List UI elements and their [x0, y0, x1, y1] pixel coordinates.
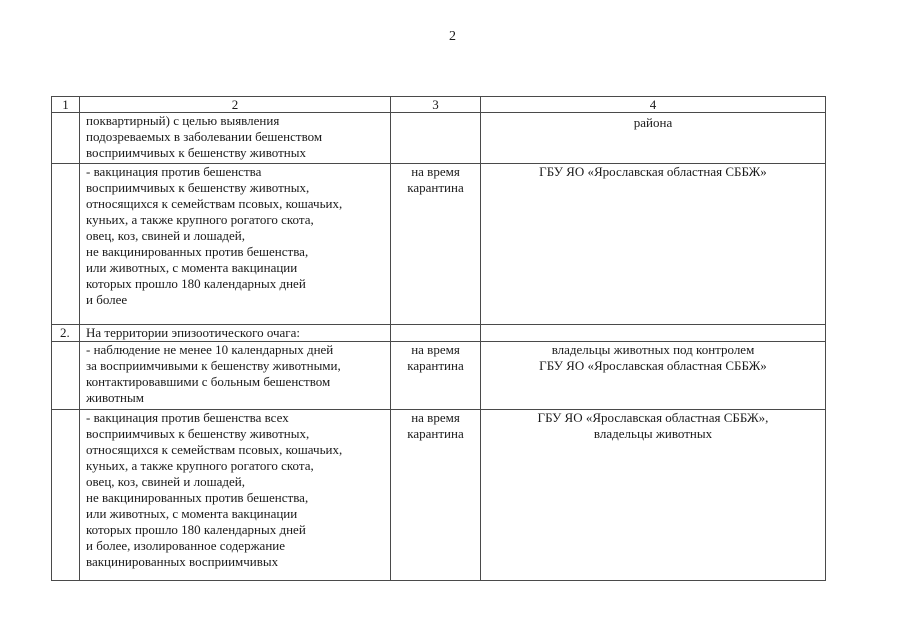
table-row	[52, 113, 826, 164]
header-col-3: 3	[391, 97, 481, 113]
term-cell	[391, 325, 481, 342]
executor-cell: владельцы животных под контролем ГБУ ЯО «Ярославская областная СББЖ»	[481, 342, 826, 410]
measure-cell: На территории эпизоотического очага:	[80, 325, 391, 342]
row-number	[52, 164, 80, 325]
measures-table	[51, 96, 826, 581]
table-row	[52, 342, 826, 410]
row-number	[52, 342, 80, 410]
executor-cell: ГБУ ЯО «Ярославская областная СББЖ»	[481, 164, 826, 325]
term-cell	[391, 113, 481, 164]
row-number: 2.	[52, 325, 80, 342]
row-number	[52, 113, 80, 164]
table-row	[52, 325, 826, 342]
executor-cell: ГБУ ЯО «Ярославская областная СББЖ», владельцы животных	[481, 410, 826, 581]
measure-cell: - вакцинация против бешенства всех восприимчивых к бешенству животных, относящихся к семействам псовых, кошачьих, куньих, а также крупного рогатого скота, овец, коз, свиней и лошадей, не вакцинированных против бешенства, или животных, с момента вакцинации которых прошло 180 календарных дней и более, изолированное содержание вакцинированных восприимчивых	[80, 410, 391, 581]
executor-cell	[481, 325, 826, 342]
term-cell: на время карантина	[391, 164, 481, 325]
table-header-row	[52, 97, 826, 113]
term-cell: на время карантина	[391, 342, 481, 410]
table-row	[52, 410, 826, 581]
page-number: 2	[449, 29, 456, 44]
header-col-1: 1	[52, 97, 80, 113]
term-cell: на время карантина	[391, 410, 481, 581]
header-col-4: 4	[481, 97, 826, 113]
measure-cell: - наблюдение не менее 10 календарных дней за восприимчивыми к бешенству животными, контактировавшими с больным бешенством животным	[80, 342, 391, 410]
header-col-2: 2	[80, 97, 391, 113]
executor-cell: района	[481, 113, 826, 164]
table-row	[52, 164, 826, 325]
measure-cell: поквартирный) с целью выявления подозреваемых в заболевании бешенством восприимчивых к бешенству животных	[80, 113, 391, 164]
row-number	[52, 410, 80, 581]
measure-cell: - вакцинация против бешенства восприимчивых к бешенству животных, относящихся к семействам псовых, кошачьих, куньих, а также крупного рогатого скота, овец, коз, свиней и лошадей, не вакцинированных против бешенства, или животных, с момента вакцинации которых прошло 180 календарных дней и более	[80, 164, 391, 325]
